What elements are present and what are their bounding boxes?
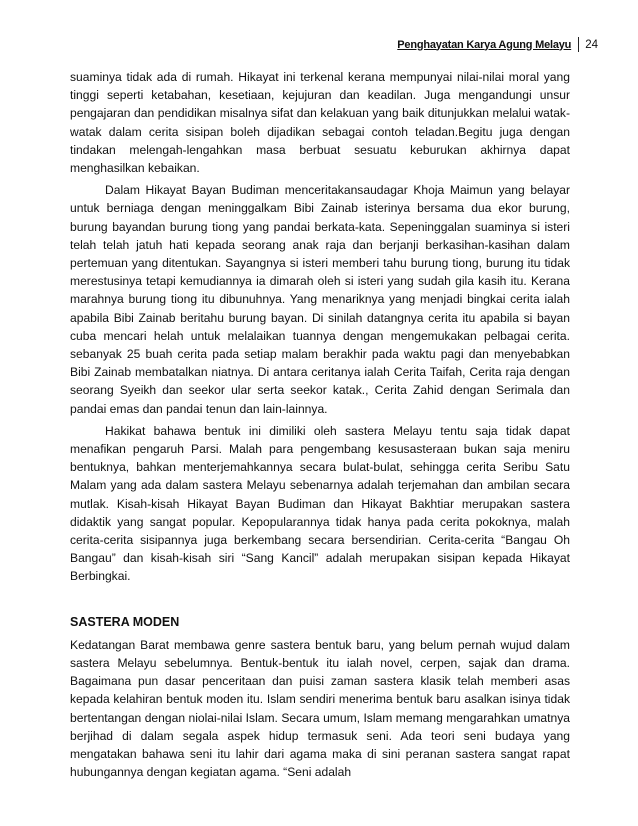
header-title: Penghayatan Karya Agung Melayu bbox=[397, 38, 572, 51]
paragraph-3: Hakikat bahawa bentuk ini dimiliki oleh sastera Melayu tentu saja tidak dapat menafikan pengaruh Parsi. Malah para pengembang kesusasteraan bukan saja meniru bentuknya, bahkan menterjemahkannya secara bulat-bulat, sehingga cerita Seribu Satu Malam yang ada dalam sastera Melayu sebenarnya adalah terjemahan dan ambilan secara mutlak. Kisah-kisah Hikayat Bayan Budiman dan Hikayat Bakhtiar merupakan sastera didaktik yang sangat popular. Kepopularannya tidak hanya pada cerita pokoknya, malah cerita-cerita sisipannya juga berkembang secara bersendirian. Cerita-cerita “Bangau Oh Bangau” dan kisah-kisah siri “Sang Kancil” adalah merupakan sisipan kepada Hikayat Berbingkai. bbox=[70, 423, 570, 584]
paragraph-2: Dalam Hikayat Bayan Budiman menceritakansaudagar Khoja Maimun yang belayar untuk berniaga dengan meninggalkam Bibi Zainab isterinya bersama dua ekor burung, burung bayandan burung tiong yang pandai berkata-kata. Sepeninggalan suaminya si isteri telah telah jatuh hati kepada seorang anak raja dan berjanji berkasihan-kasihan dalam pertemuan yang ditentukan. Sayangnya si isteri memberi tahu burung tiong, burung itu tidak merestusinya tetapi kemudiannya ia dimarah oleh si isteri yang sudah gila kasih itu. Kerana marahnya burung tiong itu dibunuhnya. Yang menariknya yang menjadi bingkai cerita ialah apabila Bibi Zainab beritahu burung bayan. Di sinilah datangnya cerita itu apabila si bayan cuba mencari helah untuk melalaikan tuannya dengan mengemukakan pelbagai cerita. sebanyak 25 buah cerita pada setiap malam berakhir pada waktu pagi dan menyebabkan Bibi Zainab membatalkan niatnya. Di antara ceritanya ialah Cerita Taifah, Cerita raja dengan seorang Syeikh dan seekor ular serta seekor katak., Cerita Zahid dengan Serimala dan pandai emas dan pandai tenun dan lain-lainnya. bbox=[70, 183, 570, 416]
body-text bbox=[70, 68, 570, 781]
page-header bbox=[397, 37, 598, 52]
header-divider bbox=[578, 37, 579, 52]
paragraph-modern: Kedatangan Barat membawa genre sastera bentuk baru, yang belum pernah wujud dalam sastera Melayu sebelumnya. Bentuk-bentuk itu ialah novel, cerpen, sajak dan drama. Bagaimana pun dasar penceritaan dan puisi zaman sastera klasik telah memberi asas kepada kelahiran bentuk moden itu. Islam sendiri menerima bentuk baru asalkan isinya tidak bertentangan dengan niolai-nilai Islam. Secara umum, Islam memang mengarahkan umatnya berjihad di dalam segala aspek hidup termasuk seni. Ada teori seni budaya yang mengatakan bahawa seni itu lahir dari agama maka di sini peranan sastera sangat rapat hubungannya dengan kegiatan agama. “Seni adalah bbox=[70, 637, 570, 780]
page-number: 24 bbox=[585, 38, 598, 51]
section-heading: SASTERA MODEN bbox=[70, 614, 180, 629]
paragraph-1: suaminya tidak ada di rumah. Hikayat ini terkenal kerana mempunyai nilai-nilai moral yang tinggi seperti ketabahan, kesetiaan, kejujuran dan keadilan. Juga mengandungi unsur pengajaran dan pendidikan misalnya sifat dan kelakuan yang baik ditunjukkan melalui watak-watak dalam cerita sisipan boleh dijadikan sebagai contoh teladan.Begitu juga dengan tindakan melengah-lengahkan masa berbuat sesuatu keburukan akhirnya dapat menghasilkan kebaikan. bbox=[70, 70, 570, 176]
